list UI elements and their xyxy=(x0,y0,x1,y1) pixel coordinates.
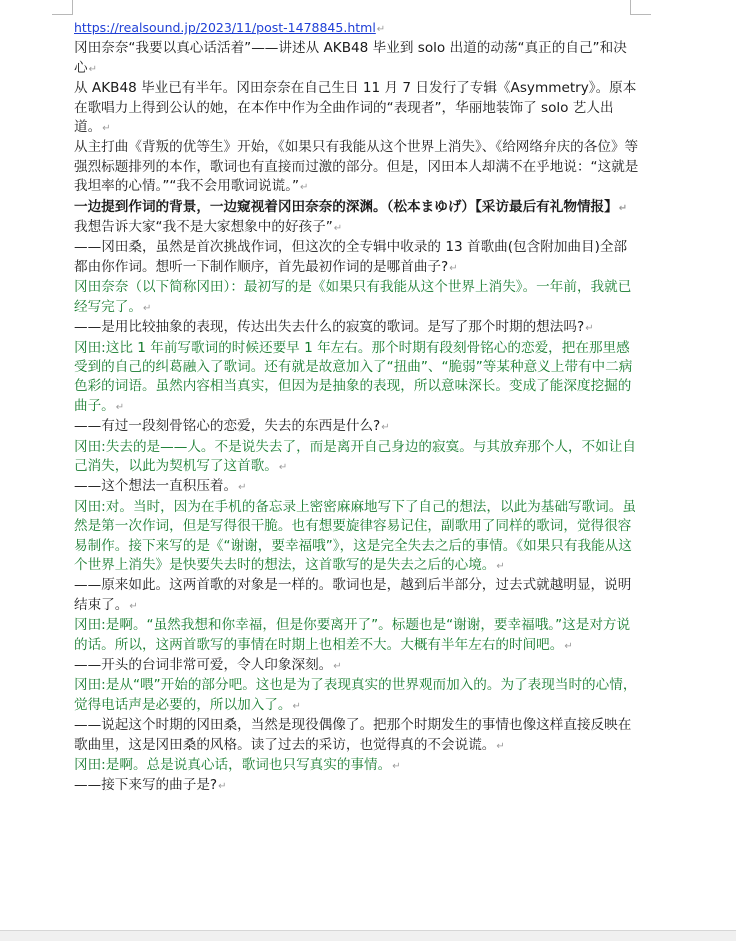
answer-paragraph xyxy=(74,438,640,478)
paragraph-mark-icon: ↵ xyxy=(564,640,573,652)
paragraph-text: 冈田:是从“喂”开始的部分吧。这也是为了表现真实的世界观而加入的。为了表现当时的心情，觉得电话声是必要的，所以加入了。 xyxy=(74,677,637,713)
paragraph-list xyxy=(74,39,640,796)
paragraph-mark-icon: ↵ xyxy=(278,461,288,473)
paragraph-mark-icon: ↵ xyxy=(238,482,247,494)
paragraph-mark-icon: ↵ xyxy=(142,302,152,314)
paragraph-text: ——开头的台词非常可爱，令人印象深刻。 xyxy=(74,657,333,673)
paragraph xyxy=(74,79,640,138)
crop-mark-top-right xyxy=(630,0,651,15)
paragraph xyxy=(74,776,640,796)
paragraph xyxy=(74,716,640,756)
paragraph-text: ——冈田桑，虽然是首次挑战作词，但这次的全专辑中收录的 13 首歌曲(包含附加曲目)全部都由你作词。想听一下制作顺序，首先最初作词的是哪首曲子? xyxy=(74,239,628,275)
paragraph xyxy=(74,318,640,338)
source-url-link[interactable]: https://realsound.jp/2023/11/post-1478845.html xyxy=(74,20,376,35)
paragraph-mark-icon: ↵ xyxy=(496,740,505,752)
document-body[interactable] xyxy=(74,18,640,797)
answer-paragraph xyxy=(74,278,640,318)
answer-paragraph xyxy=(74,756,640,776)
answer-paragraph xyxy=(74,498,640,577)
paragraph-text: 从 AKB48 毕业已有半年。冈田奈奈在自己生日 11 月 7 日发行了专辑《Asymmetry》。原本在歌唱力上得到公认的她，在本作中作为全曲作词的“表现者”，华丽地装饰了 solo 艺人出道。 xyxy=(74,80,637,136)
paragraph-mark-icon: ↵ xyxy=(392,761,401,773)
paragraph-text: 冈田:这比 1 年前写歌词的时候还要早 1 年左右。那个时期有段刻骨铭心的恋爱，把在那里感受到的自己的纠葛融入了歌词。还有就是故意加入了“扭曲”、“脆弱”等某种意义上带有中二病色彩的词语。虽然内容相当真实，但因为是抽象的表现，所以意味深长。变成了能深度挖掘的曲子。 xyxy=(74,339,633,414)
paragraph xyxy=(74,576,640,616)
paragraph-mark-icon: ↵ xyxy=(381,422,390,434)
paragraph-mark-icon: ↵ xyxy=(88,63,97,75)
crop-mark-top-left xyxy=(52,0,73,15)
paragraph xyxy=(74,477,640,497)
paragraph-mark-icon: ↵ xyxy=(300,182,309,194)
paragraph-text: 冈田:是啊。总是说真心话，歌词也只写真实的事情。 xyxy=(74,757,392,774)
paragraph-text: ——是用比较抽象的表现，传达出失去什么的寂寞的歌词。是写了那个时期的想法吗? xyxy=(74,319,585,336)
paragraph xyxy=(74,417,640,437)
paragraph-text: 一边提到作词的背景，一边窥视着冈田奈奈的深渊。（松本まゆげ）【采访最后有礼物情报】 xyxy=(74,198,618,215)
paragraph-mark-icon: ↵ xyxy=(292,700,301,712)
paragraph xyxy=(74,656,640,676)
paragraph-text: 冈田:失去的是——人。不是说失去了，而是离开自己身边的寂寞。与其放弃那个人，不如让自己消失，以此为契机写了这首歌。 xyxy=(74,438,636,474)
paragraph-text: ——原来如此。这两首歌的对象是一样的。歌词也是，越到后半部分，过去式就越明显，说明结束了。 xyxy=(74,577,632,613)
bottom-scroll-area[interactable] xyxy=(0,930,736,941)
paragraph-mark-icon: ↵ xyxy=(333,661,342,672)
paragraph-mark-icon: ↵ xyxy=(618,202,628,214)
paragraph xyxy=(74,238,640,278)
paragraph-text: ——有过一段刻骨铭心的恋爱，失去的东西是什么? xyxy=(74,418,381,435)
paragraph-text: ——接下来写的曲子是? xyxy=(74,777,218,794)
source-url-line xyxy=(74,18,640,39)
paragraph xyxy=(74,218,640,238)
paragraph-mark-icon: ↵ xyxy=(449,262,458,274)
paragraph-text: 冈田奈奈（以下简称冈田）：最初写的是《如果只有我能从这个世界上消失》。一年前，我就已经写完了。 xyxy=(74,279,632,315)
paragraph-mark-icon: ↵ xyxy=(115,401,125,413)
paragraph-text: 冈田奈奈“我要以真心话活着”——讲述从 AKB48 毕业到 solo 出道的动荡“真正的自己”和决心 xyxy=(74,40,627,76)
paragraph-text: 冈田:是啊。“虽然我想和你幸福，但是你要离开了”。标题也是“谢谢，要幸福哦。”这是对方说的话。所以，这两首歌写的事情在时期上也相差不大。大概有半年左右的时间吧。 xyxy=(74,617,631,653)
paragraph-mark-icon: ↵ xyxy=(218,781,227,793)
paragraph-mark-icon: ↵ xyxy=(496,560,505,572)
paragraph xyxy=(74,198,640,218)
document-title xyxy=(74,39,640,79)
answer-paragraph xyxy=(74,339,640,418)
paragraph-mark-icon: ↵ xyxy=(585,323,594,335)
answer-paragraph xyxy=(74,616,640,656)
answer-paragraph xyxy=(74,676,640,716)
paragraph-text: 从主打曲《背叛的优等生》开始，《如果只有我能从这个世界上消失》、《给网络弁庆的各位》等强烈标题排列的本作，歌词也有直接而过激的部分。但是，冈田本人却满不在乎地说：“这就是我坦率的心情。”“我不会用歌词说谎。” xyxy=(74,139,639,195)
paragraph-text: 我想告诉大家“我不是大家想象中的好孩子” xyxy=(74,219,333,236)
paragraph-mark-icon: ↵ xyxy=(102,123,111,135)
paragraph-text: ——这个想法一直积压着。 xyxy=(74,478,238,495)
paragraph xyxy=(74,138,640,197)
paragraph-text: ——说起这个时期的冈田桑，当然是现役偶像了。把那个时期发生的事情也像这样直接反映在歌曲里，这是冈田桑的风格。读了过去的采访，也觉得真的不会说谎。 xyxy=(74,717,632,753)
paragraph-mark-icon: ↵ xyxy=(129,600,138,612)
paragraph-mark-icon: ↵ xyxy=(333,223,343,235)
paragraph-mark-icon: ↵ xyxy=(376,24,386,35)
paragraph-text: 冈田:对。当时，因为在手机的备忘录上密密麻麻地写下了自己的想法，以此为基础写歌词。虽然是第一次作词，但是写得很干脆。也有想要旋律容易记住，副歌用了同样的歌词，觉得很容易制作。接下来写的是《“谢谢，要幸福哦”》，这是完全失去之后的事情。《如果只有我能从这个世界上消失》是快要失去时的想法，这首歌写的是失去之后的心境。 xyxy=(74,498,636,573)
